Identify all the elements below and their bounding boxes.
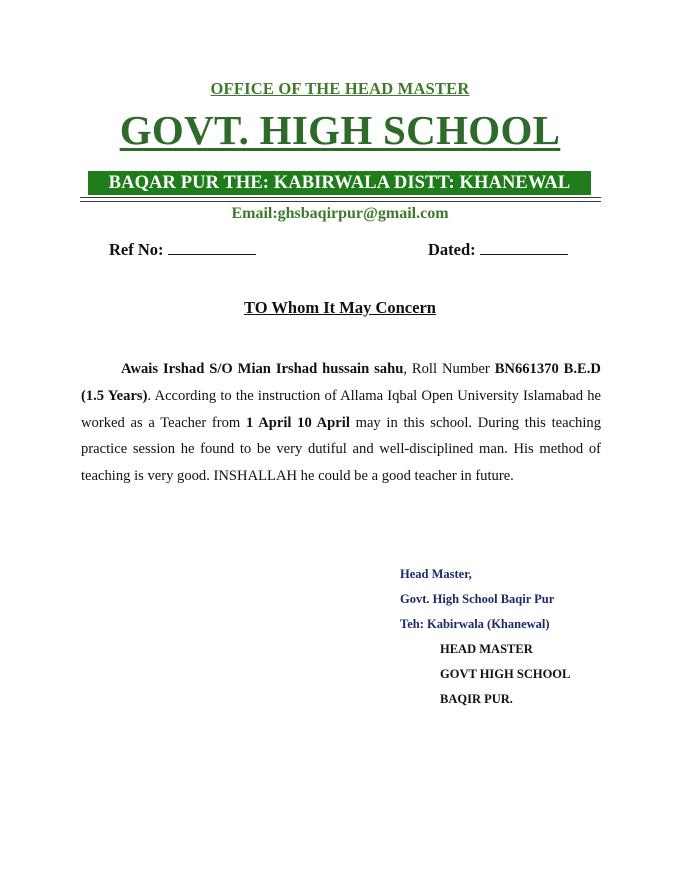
body-roll-text: , Roll Number [403,361,495,377]
dated-field [428,238,568,260]
ref-no-blank [168,238,256,255]
body-main-text: . According to the instruction of Allama Iqbal Open University Islamabad he worked as a Teacher from [81,387,602,431]
ref-no-label: Ref No: [109,240,164,259]
address-banner: BAQAR PUR THE: KABIRWALA DISTT: KHANEWAL [88,171,591,195]
stamp-place: BAQIR PUR. [440,692,513,706]
dated-label: Dated: [428,240,476,259]
student-name: Awais Irshad S/O Mian Irshad hussain sahu [121,361,404,377]
school-title: GOVT. HIGH SCHOOL [119,107,561,153]
office-heading: OFFICE OF THE HEAD MASTER [210,79,470,98]
dated-blank [480,238,568,255]
signature-title: Head Master, [400,567,472,581]
email-line: Email:ghsbaqirpur@gmail.com [231,205,449,222]
header-divider-bottom [80,201,601,202]
program-name: B.E.D (1.5 Years) [81,361,601,404]
signature-school: Govt. High School Baqir Pur [400,592,555,606]
stamp-school: GOVT HIGH SCHOOL [440,667,571,681]
header-divider-top [80,197,601,198]
letter-body [81,356,601,490]
letter-subject: TO Whom It May Concern [244,298,436,317]
stamp-block [440,637,570,712]
signature-block [400,562,554,637]
ref-no-field [109,238,256,260]
roll-number: BN661370 [494,361,559,377]
stamp-title: HEAD MASTER [440,642,533,656]
signature-tehsil: Teh: Kabirwala (Khanewal) [400,617,550,631]
teaching-dates: 1 April 10 April [246,414,350,431]
body-end-text: may in this school. During this teaching practice session he found to be very dutiful and well-disciplined man. His method of teaching is very good. INSHALLAH he could be a good teacher in future. [81,414,601,485]
